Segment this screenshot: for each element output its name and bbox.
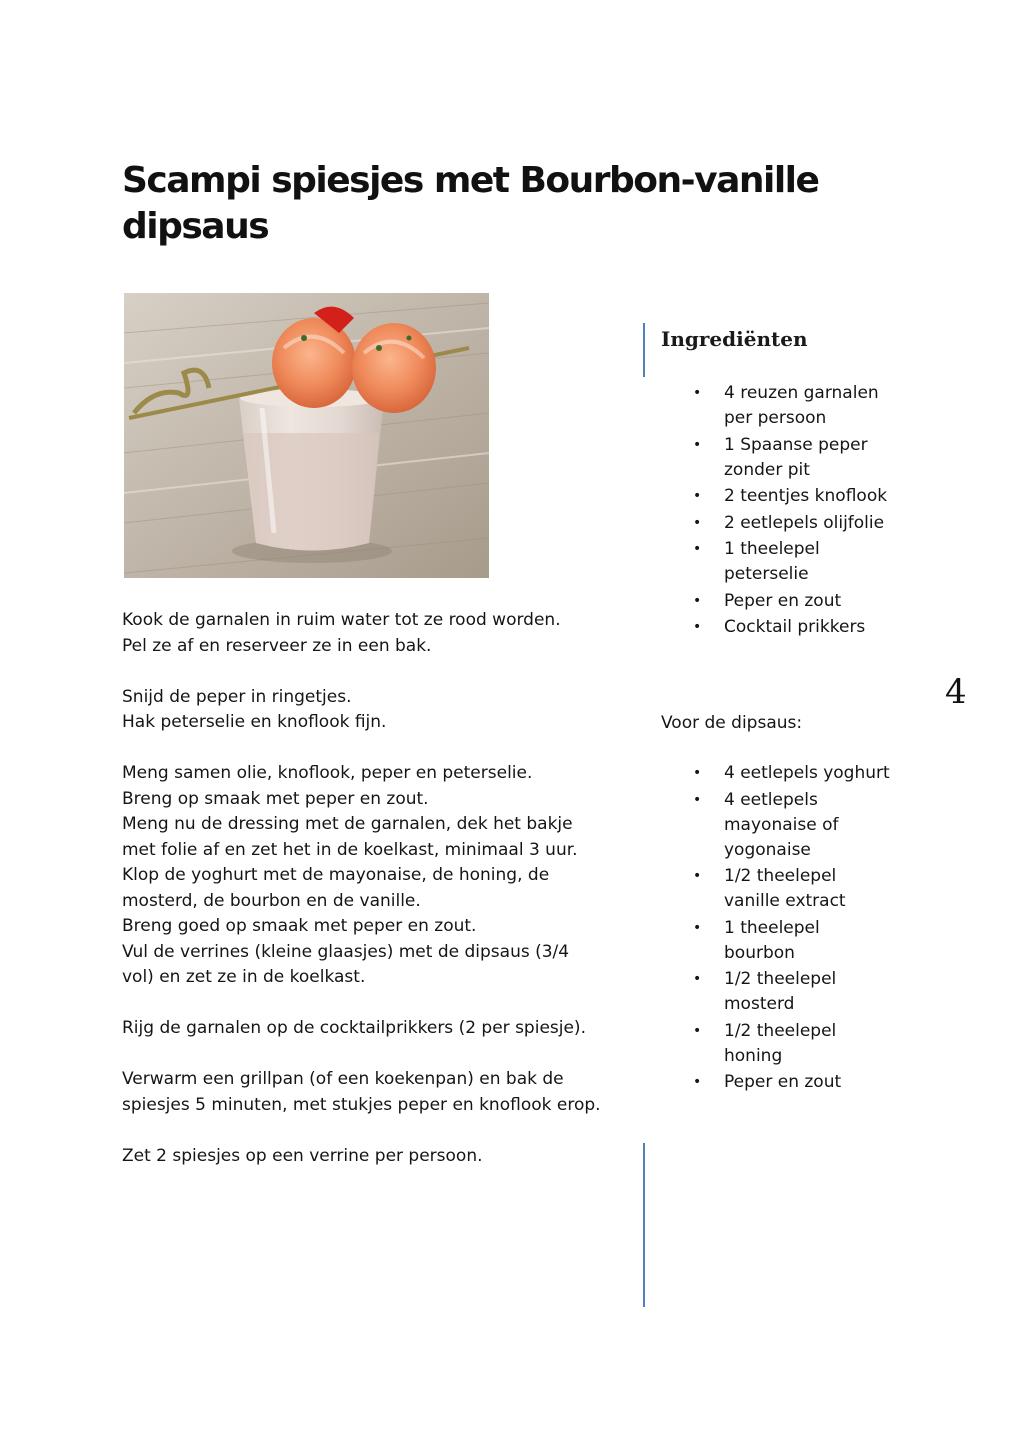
instruction-line: Vul de verrines (kleine glaasjes) met de dipsaus (3/4 vol) en zet ze in de koelkast.: [122, 941, 570, 987]
ingredient-text: 2 teentjes knoflook: [724, 486, 888, 506]
list-item: [690, 615, 890, 640]
bullet-icon: •: [693, 919, 702, 936]
ingredient-text: 1/2 theelepel vanille extract: [724, 866, 846, 911]
ingredients-list: [690, 381, 890, 642]
instructions-paragraph: [122, 608, 602, 659]
bullet-icon: •: [693, 385, 702, 401]
ingredient-text: 1 Spaanse peper zonder pit: [724, 434, 868, 480]
instructions-paragraph: [122, 1016, 602, 1042]
recipe-title: Scampi spiesjes met Bourbon-vanille dipsaus: [122, 160, 819, 247]
instructions-paragraph: [122, 1144, 602, 1170]
bullet-icon: •: [693, 436, 702, 453]
list-item: [690, 761, 890, 786]
ingredient-text: 1 theelepel peterselie: [724, 539, 820, 584]
instruction-line: Meng nu de dressing met de garnalen, dek het bakje met folie af en zet het in de koelkast, minimaal 3 uur.: [122, 814, 578, 860]
bullet-icon: •: [693, 619, 702, 635]
bullet-icon: •: [693, 765, 702, 781]
instruction-line: Breng goed op smaak met peper en zout.: [122, 916, 477, 936]
ingredient-text: 1/2 theelepel mosterd: [724, 969, 837, 1014]
instruction-line: Zet 2 spiesjes op een verrine per persoon.: [122, 1145, 483, 1166]
ingredient-text: 4 eetlepels yoghurt: [724, 763, 890, 783]
ingredient-text: 4 reuzen garnalen per persoon: [724, 383, 879, 428]
list-item: [690, 967, 890, 1017]
dipsaus-heading: Voor de dipsaus:: [661, 713, 803, 733]
ingredient-text: 1 theelepel bourbon: [724, 917, 820, 963]
ingredient-text: Peper en zout: [724, 590, 842, 611]
bullet-icon: •: [693, 488, 702, 504]
dipsaus-list: [690, 761, 890, 1097]
ingredient-text: Peper en zout: [724, 1072, 842, 1092]
bullet-icon: •: [693, 592, 702, 609]
instruction-line: Klop de yoghurt met de mayonaise, de honing, de mosterd, de bourbon en de vanille.: [122, 865, 550, 911]
list-item: [690, 511, 890, 536]
sidebar-rule-top: [643, 323, 645, 377]
recipe-photo: [124, 293, 489, 578]
list-item: [690, 433, 890, 483]
list-item: [690, 864, 890, 914]
instruction-line: Snijd de peper in ringetjes.: [122, 686, 352, 707]
instruction-line: Rijg de garnalen op de cocktailprikkers (2 per spiesje).: [122, 1018, 586, 1038]
ingredient-text: 4 eetlepels mayonaise of yogonaise: [724, 789, 839, 860]
bullet-icon: •: [693, 1074, 702, 1090]
list-item: [690, 484, 890, 509]
instructions-paragraph: [122, 685, 602, 736]
page-number: 4: [945, 672, 967, 712]
instruction-line: Hak peterselie en knoflook fijn.: [122, 712, 387, 732]
ingredient-text: Cocktail prikkers: [724, 617, 866, 637]
instructions: [122, 608, 602, 1195]
list-item: [690, 589, 890, 614]
list-item: [690, 537, 890, 587]
instruction-line: Pel ze af en reserveer ze in een bak.: [122, 635, 432, 656]
list-item: [690, 788, 890, 863]
instruction-line: Verwarm een grillpan (of een koekenpan) en bak de spiesjes 5 minuten, met stukjes peper en knoflook erop.: [122, 1069, 601, 1115]
bullet-icon: •: [693, 868, 702, 884]
instruction-line: Meng samen olie, knoflook, peper en peterselie.: [122, 763, 533, 783]
shrimp-skewer-image: [124, 293, 489, 578]
instruction-line: Kook de garnalen in ruim water tot ze rood worden.: [122, 610, 561, 630]
list-item: [690, 916, 890, 966]
ingredients-heading: Ingrediënten: [661, 327, 808, 351]
bullet-icon: •: [693, 971, 702, 987]
bullet-icon: •: [693, 791, 702, 808]
sidebar-rule-bottom: [643, 1143, 645, 1307]
ingredient-text: 1/2 theelepel honing: [724, 1020, 837, 1066]
bullet-icon: •: [693, 1022, 702, 1039]
instruction-line: Breng op smaak met peper en zout.: [122, 788, 429, 809]
bullet-icon: •: [693, 541, 702, 557]
instructions-paragraph: [122, 761, 602, 991]
list-item: [690, 1070, 890, 1095]
list-item: [690, 1019, 890, 1069]
list-item: [690, 381, 890, 431]
bullet-icon: •: [693, 514, 702, 531]
ingredient-text: 2 eetlepels olijfolie: [724, 512, 885, 533]
instructions-paragraph: [122, 1067, 602, 1118]
